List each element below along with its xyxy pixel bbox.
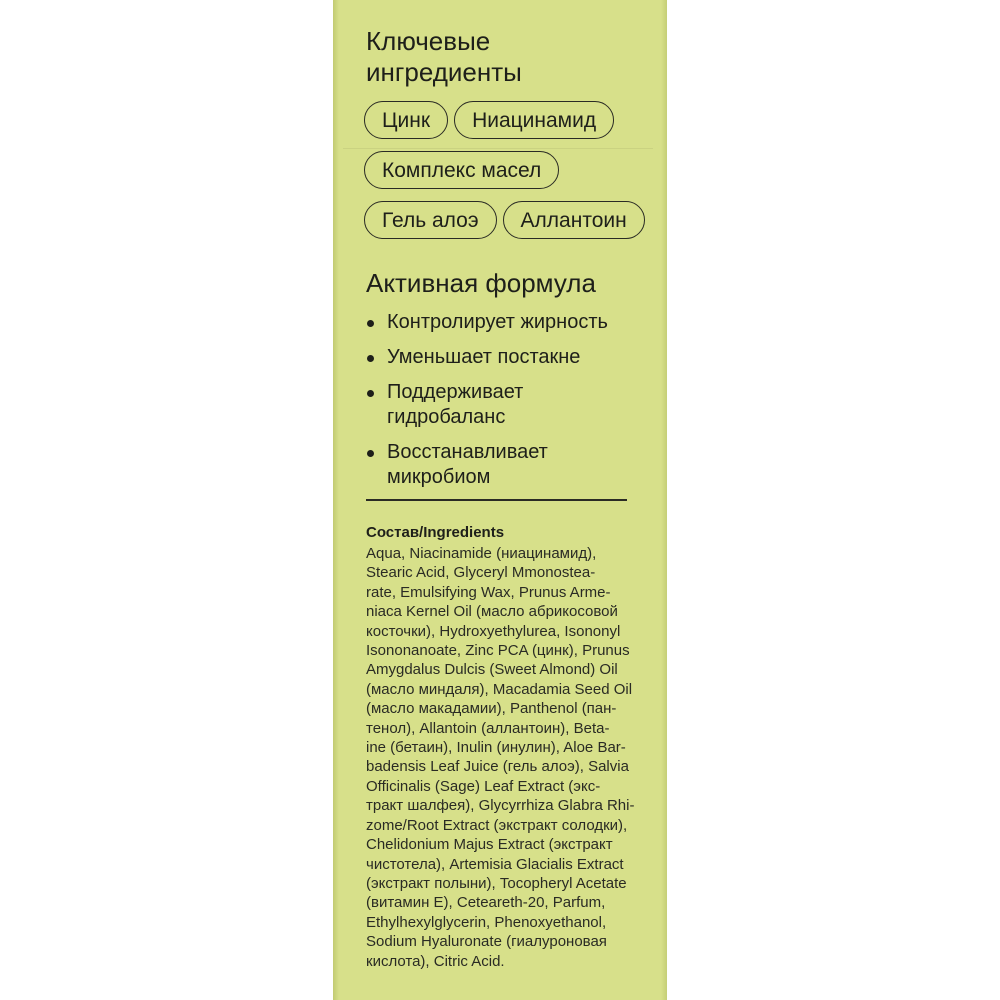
benefit-item [366,310,656,335]
benefit-line: Восстанавливает [387,441,548,463]
ingredients-line: Ethylhexylglycerin, Phenoxyethanol, [366,913,607,931]
ingredient-chip: Гель алоэ [364,201,497,239]
chip-row [364,151,664,189]
benefit-line: Уменьшает постакне [387,346,581,368]
ingredient-chip: Аллантоин [503,201,645,239]
ingredients-line: косточки), Hydroxyethylurea, Isononyl [366,622,621,640]
ingredients-line: (экстракт полыни), Tocopheryl Acetate [366,874,627,892]
active-formula-title: Активная формула [366,268,596,298]
bullet-dot-icon [367,450,374,457]
ingredients-line: кислота), Citric Acid. [366,952,505,970]
ingredients-line: (масло миндаля), Macadamia Seed Oil [366,680,633,698]
ingredients-line: (витамин Е), Ceteareth-20, Parfum, [366,894,606,912]
ingredients-text [366,544,662,971]
ingredients-heading: Состав/Ingredients [366,524,505,541]
chip-row [364,201,664,239]
ingredients-line: Sodium Hyaluronate (гиалуроновая [366,933,607,951]
ingredient-chip: Цинк [364,101,448,139]
ingredients-line: Amygdalus Dulcis (Sweet Almond) Oil [366,661,618,679]
ingredient-chip: Ниацинамид [454,101,614,139]
benefit-line: микробиом [387,466,491,488]
ingredients-line: Aqua, Niacinamide (ниацинамид), [366,545,597,562]
ingredient-chip: Комплекс масел [364,151,559,189]
benefit-line: гидробаланс [387,406,506,428]
benefit-item [366,380,656,430]
ingredients-line: Chelidonium Majus Extract (экстракт [366,836,613,854]
ingredients-line: rate, Emulsifying Wax, Prunus Arme- [366,583,611,601]
ingredients-line: Officinalis (Sage) Leaf Extract (экс- [366,777,601,795]
ingredients-line: zome/Root Extract (экстракт солодки), [366,816,628,834]
ingredients-line: Stearic Acid, Glyceryl Mmonostea- [366,564,596,582]
bullet-dot-icon [367,355,374,362]
ingredients-line: Isononanoate, Zinc PCA (цинк), Prunus [366,642,630,660]
benefit-line: Контролирует жирность [387,311,608,333]
ingredients-line: тенол), Allantoin (аллантоин), Beta- [366,719,610,737]
ingredients-line: ine (бетаин), Inulin (инулин), Aloe Bar- [366,739,626,757]
ingredients-line: niaca Kernel Oil (масло абрикосовой [366,603,618,621]
ingredients-line: badensis Leaf Juice (гель алоэ), Salvia [366,758,629,776]
benefit-item [366,345,656,370]
key-ingredients-title: Ключевые ингредиенты [366,26,522,87]
panel-left-edge [333,0,339,1000]
bullet-dot-icon [367,320,374,327]
ingredients-line: тракт шалфея), Glycyrrhiza Glabra Rhi- [366,797,635,815]
divider [366,499,627,501]
chip-row [364,101,664,139]
ingredients-line: (масло макадамии), Panthenol (пан- [366,700,617,718]
bullet-dot-icon [367,390,374,397]
formula-benefits-list [366,310,656,500]
benefit-line: Поддерживает [387,381,524,403]
benefit-item [366,440,656,490]
ingredients-line: чистотела), Artemisia Glacialis Extract [366,855,624,873]
ingredient-chips [364,101,664,251]
